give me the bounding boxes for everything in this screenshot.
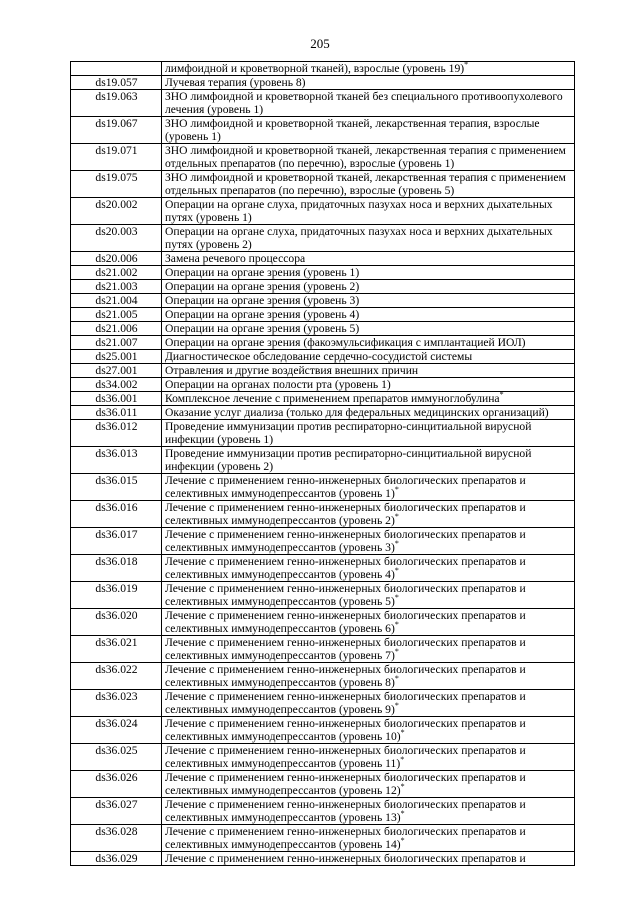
table-row	[71, 350, 575, 364]
table-row	[71, 717, 575, 744]
table-row	[71, 771, 575, 798]
row-description: лимфоидной и кроветворной тканей), взрослые (уровень 19)	[165, 62, 465, 75]
row-description: Лечение с применением генно-инженерных биологических препаратов и селективных иммунодепрессантов (уровень 14)	[165, 825, 526, 851]
row-code: ds19.075	[71, 171, 162, 198]
footnote-mark: *	[394, 593, 399, 603]
row-description-cell	[162, 420, 575, 447]
row-code: ds36.024	[71, 717, 162, 744]
footnote-mark: *	[394, 701, 399, 711]
row-description-cell	[162, 717, 575, 744]
row-description: Комплексное лечение с применением препаратов иммуноглобулина	[165, 392, 500, 405]
row-description-cell	[162, 62, 575, 76]
table-row	[71, 322, 575, 336]
row-description-cell	[162, 744, 575, 771]
row-description: Лечение с применением генно-инженерных биологических препаратов и селективных иммунодепрессантов (уровень 12)	[165, 771, 526, 797]
table-row	[71, 501, 575, 528]
page-number: 205	[310, 36, 330, 51]
row-description: Лечение с применением генно-инженерных биологических препаратов и селективных иммунодепрессантов (уровень 9)	[165, 690, 526, 716]
row-description-cell	[162, 392, 575, 406]
row-code: ds19.063	[71, 90, 162, 117]
row-description-cell	[162, 501, 575, 528]
row-description-cell	[162, 322, 575, 336]
row-description-cell	[162, 308, 575, 322]
codes-table	[70, 61, 575, 866]
row-description-cell	[162, 771, 575, 798]
footnote-mark: *	[400, 782, 405, 792]
footnote-mark: *	[394, 620, 399, 630]
row-description-cell	[162, 798, 575, 825]
row-description: Лечение с применением генно-инженерных биологических препаратов и	[165, 852, 526, 865]
table-row	[71, 171, 575, 198]
row-description-cell	[162, 336, 575, 350]
table-body	[71, 62, 575, 866]
row-description: Операции на органе зрения (уровень 4)	[165, 308, 360, 321]
row-description: Отравления и другие воздействия внешних причин	[165, 364, 419, 377]
row-description-cell	[162, 825, 575, 852]
row-description: Операции на органе зрения (уровень 3)	[165, 294, 360, 307]
row-description: Лечение с применением генно-инженерных биологических препаратов и селективных иммунодепрессантов (уровень 1)	[165, 474, 526, 500]
row-code: ds21.004	[71, 294, 162, 308]
table-row	[71, 364, 575, 378]
row-code: ds34.002	[71, 378, 162, 392]
row-description: Лечение с применением генно-инженерных биологических препаратов и селективных иммунодепрессантов (уровень 2)	[165, 501, 526, 527]
row-code: ds36.019	[71, 582, 162, 609]
row-code: ds19.057	[71, 76, 162, 90]
row-description-cell	[162, 406, 575, 420]
row-description-cell	[162, 198, 575, 225]
table-row	[71, 198, 575, 225]
table-row	[71, 744, 575, 771]
table-row	[71, 528, 575, 555]
row-description: Операции на органах полости рта (уровень 1)	[165, 378, 391, 391]
table-row	[71, 144, 575, 171]
table-row	[71, 252, 575, 266]
row-description: Операции на органе слуха, придаточных пазухах носа и верхних дыхательных путях (уровень 1)	[165, 198, 553, 224]
table-row	[71, 294, 575, 308]
row-description-cell	[162, 852, 575, 866]
row-description-cell	[162, 252, 575, 266]
row-code: ds36.013	[71, 447, 162, 474]
row-code: ds36.029	[71, 852, 162, 866]
table-row	[71, 76, 575, 90]
row-description: Лечение с применением генно-инженерных биологических препаратов и селективных иммунодепрессантов (уровень 5)	[165, 582, 526, 608]
row-code: ds21.006	[71, 322, 162, 336]
row-code: ds36.017	[71, 528, 162, 555]
row-description: Лечение с применением генно-инженерных биологических препаратов и селективных иммунодепрессантов (уровень 8)	[165, 663, 526, 689]
table-row	[71, 62, 575, 76]
row-description: Лечение с применением генно-инженерных биологических препаратов и селективных иммунодепрессантов (уровень 7)	[165, 636, 526, 662]
table-row	[71, 90, 575, 117]
row-description-cell	[162, 663, 575, 690]
row-description-cell	[162, 117, 575, 144]
row-code: ds20.003	[71, 225, 162, 252]
row-description: Лечение с применением генно-инженерных биологических препаратов и селективных иммунодепрессантов (уровень 10)	[165, 717, 526, 743]
row-description-cell	[162, 280, 575, 294]
row-description: ЗНО лимфоидной и кроветворной тканей без специального противоопухолевого лечения (уровень 1)	[165, 90, 563, 116]
table-row	[71, 798, 575, 825]
row-description: Операции на органе зрения (уровень 5)	[165, 322, 360, 335]
row-code: ds36.026	[71, 771, 162, 798]
row-code	[71, 62, 162, 76]
row-description-cell	[162, 144, 575, 171]
table-row	[71, 266, 575, 280]
row-code: ds36.028	[71, 825, 162, 852]
row-description: Лечение с применением генно-инженерных биологических препаратов и селективных иммунодепрессантов (уровень 6)	[165, 609, 526, 635]
footnote-mark: *	[464, 60, 469, 70]
row-description-cell	[162, 225, 575, 252]
table-row	[71, 420, 575, 447]
footnote-mark: *	[394, 647, 399, 657]
footnote-mark: *	[499, 390, 504, 400]
table-row	[71, 825, 575, 852]
row-description: Проведение иммунизации против респираторно-синцитиальной вирусной инфекции (уровень 2)	[165, 447, 532, 473]
row-description-cell	[162, 76, 575, 90]
row-description: Лечение с применением генно-инженерных биологических препаратов и селективных иммунодепрессантов (уровень 3)	[165, 528, 526, 554]
table-row	[71, 406, 575, 420]
table-row	[71, 852, 575, 866]
row-description-cell	[162, 171, 575, 198]
row-code: ds20.006	[71, 252, 162, 266]
footnote-mark: *	[394, 485, 399, 495]
row-description-cell	[162, 636, 575, 663]
row-description: Лечение с применением генно-инженерных биологических препаратов и селективных иммунодепрессантов (уровень 4)	[165, 555, 526, 581]
row-code: ds36.012	[71, 420, 162, 447]
table-row	[71, 474, 575, 501]
footnote-mark: *	[400, 836, 405, 846]
footnote-mark: *	[394, 512, 399, 522]
footnote-mark: *	[400, 755, 405, 765]
row-description: ЗНО лимфоидной и кроветворной тканей, лекарственная терапия, взрослые (уровень 1)	[165, 117, 540, 143]
footnote-mark: *	[400, 728, 405, 738]
row-description-cell	[162, 378, 575, 392]
row-description: Оказание услуг диализа (только для федеральных медицинских организаций)	[165, 406, 549, 419]
row-code: ds25.001	[71, 350, 162, 364]
table-row	[71, 280, 575, 294]
row-description: Операции на органе слуха, придаточных пазухах носа и верхних дыхательных путях (уровень 2)	[165, 225, 553, 251]
row-description: Лечение с применением генно-инженерных биологических препаратов и селективных иммунодепрессантов (уровень 11)	[165, 744, 526, 770]
table-row	[71, 609, 575, 636]
row-description: Операции на органе зрения (уровень 1)	[165, 266, 360, 279]
footnote-mark: *	[394, 674, 399, 684]
row-code: ds36.011	[71, 406, 162, 420]
table-row	[71, 636, 575, 663]
row-code: ds21.003	[71, 280, 162, 294]
footnote-mark: *	[400, 809, 405, 819]
table-row	[71, 308, 575, 322]
row-description: Операции на органе зрения (уровень 2)	[165, 280, 360, 293]
row-description: Диагностическое обследование сердечно-сосудистой системы	[165, 350, 473, 363]
row-description-cell	[162, 294, 575, 308]
row-description-cell	[162, 690, 575, 717]
row-code: ds20.002	[71, 198, 162, 225]
table-row	[71, 225, 575, 252]
row-code: ds27.001	[71, 364, 162, 378]
row-code: ds19.071	[71, 144, 162, 171]
row-code: ds36.018	[71, 555, 162, 582]
row-code: ds19.067	[71, 117, 162, 144]
row-description: Замена речевого процессора	[165, 252, 306, 265]
table-row	[71, 690, 575, 717]
row-description: Лечение с применением генно-инженерных биологических препаратов и селективных иммунодепрессантов (уровень 13)	[165, 798, 526, 824]
row-description-cell	[162, 474, 575, 501]
table-row	[71, 336, 575, 350]
row-description: ЗНО лимфоидной и кроветворной тканей, лекарственная терапия с применением отдельных препаратов (по перечню), взрослые (уровень 5)	[165, 171, 566, 197]
row-description-cell	[162, 582, 575, 609]
row-code: ds21.002	[71, 266, 162, 280]
row-code: ds36.021	[71, 636, 162, 663]
row-code: ds36.001	[71, 392, 162, 406]
table-row	[71, 447, 575, 474]
row-code: ds21.007	[71, 336, 162, 350]
row-code: ds36.015	[71, 474, 162, 501]
row-code: ds36.020	[71, 609, 162, 636]
table-row	[71, 582, 575, 609]
row-description-cell	[162, 90, 575, 117]
row-code: ds36.023	[71, 690, 162, 717]
row-code: ds21.005	[71, 308, 162, 322]
row-description: ЗНО лимфоидной и кроветворной тканей, лекарственная терапия с применением отдельных препаратов (по перечню), взрослые (уровень 1)	[165, 144, 566, 170]
row-description-cell	[162, 447, 575, 474]
row-description: Операции на органе зрения (факоэмульсификация с имплантацией ИОЛ)	[165, 336, 526, 349]
row-description-cell	[162, 528, 575, 555]
row-code: ds36.022	[71, 663, 162, 690]
row-description-cell	[162, 266, 575, 280]
table-row	[71, 663, 575, 690]
row-description-cell	[162, 364, 575, 378]
row-description-cell	[162, 555, 575, 582]
row-description-cell	[162, 350, 575, 364]
table-row	[71, 117, 575, 144]
row-code: ds36.027	[71, 798, 162, 825]
table-row	[71, 555, 575, 582]
row-description: Проведение иммунизации против респираторно-синцитиальной вирусной инфекции (уровень 1)	[165, 420, 532, 446]
footnote-mark: *	[394, 539, 399, 549]
table-row	[71, 392, 575, 406]
footnote-mark: *	[394, 566, 399, 576]
row-description-cell	[162, 609, 575, 636]
row-code: ds36.016	[71, 501, 162, 528]
row-code: ds36.025	[71, 744, 162, 771]
row-description: Лучевая терапия (уровень 8)	[165, 76, 306, 89]
